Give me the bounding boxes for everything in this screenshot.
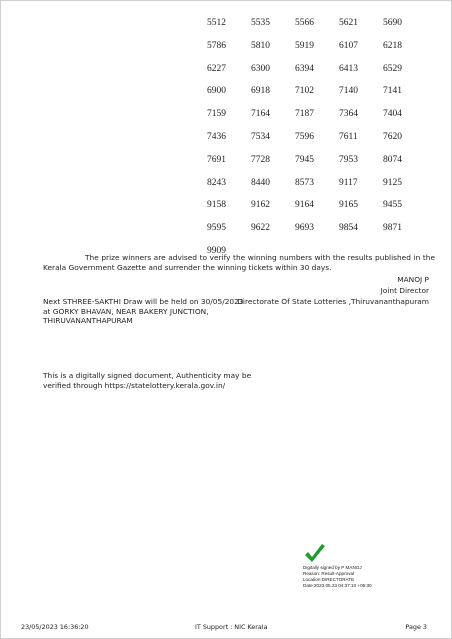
signature-reason: Reason: Result-Approval <box>303 571 355 576</box>
winning-number: 7611 <box>339 131 358 142</box>
signature-signer: Digitally signed by P MANOJ <box>303 565 362 570</box>
prize-notice: The prize winners are advised to verify the winning numbers with the results published in the Kerala Government Gazette and surrender the winning tickets within 30 days. <box>43 253 435 273</box>
winning-number: 5566 <box>295 18 314 28</box>
winning-number: 5535 <box>251 18 270 28</box>
winning-number: 9125 <box>383 177 402 188</box>
winning-numbers-grid <box>207 15 439 266</box>
winning-number: 7436 <box>207 131 226 142</box>
winning-number: 5621 <box>339 18 358 28</box>
winning-number: 6218 <box>383 40 402 51</box>
winning-number: 6900 <box>207 86 226 97</box>
winning-number: 6300 <box>251 63 270 74</box>
winning-number: 6413 <box>339 63 358 74</box>
winning-number: 9693 <box>295 223 314 234</box>
footer-timestamp: 23/05/2023 16:36:20 <box>21 623 89 631</box>
winning-number: 6227 <box>207 63 226 74</box>
winning-number: 8243 <box>207 177 226 188</box>
winning-number: 9455 <box>383 200 402 211</box>
check-icon <box>303 543 327 565</box>
winning-number: 9871 <box>383 223 402 234</box>
winning-number: 5810 <box>251 40 270 51</box>
winning-number: 8440 <box>251 177 270 188</box>
winning-number: 7159 <box>207 109 226 120</box>
winning-number: 9622 <box>251 223 270 234</box>
signatory-name: MANOJ P <box>397 275 429 284</box>
next-draw-info <box>43 297 253 326</box>
winning-number: 7187 <box>295 109 314 120</box>
winning-number: 8074 <box>383 154 402 165</box>
footer-page-number: Page 3 <box>405 623 427 631</box>
winning-number: 7953 <box>339 154 358 165</box>
winning-number: 9117 <box>339 177 358 188</box>
signature-location: Location:DIRECTORATE <box>303 577 355 582</box>
winning-number: 6107 <box>339 40 358 51</box>
page-footer <box>1 621 452 633</box>
next-draw-venue: at GORKY BHAVAN, NEAR BAKERY JUNCTION, <box>43 306 209 316</box>
footer-support: IT Support : NIC Kerala <box>195 623 268 631</box>
winning-number: 9595 <box>207 223 226 234</box>
winning-number: 7164 <box>251 109 270 120</box>
signature-date: Date:2023.05.23 04:37:10 +05:30 <box>303 583 372 588</box>
winning-number: 9165 <box>339 200 358 211</box>
winning-number: 5919 <box>295 40 314 51</box>
winning-number: 6394 <box>295 63 314 74</box>
winning-number: 9854 <box>339 223 358 234</box>
winning-number: 6529 <box>383 63 402 74</box>
winning-number: 9158 <box>207 200 226 211</box>
winning-number: 9162 <box>251 200 270 211</box>
winning-number: 7364 <box>339 109 358 120</box>
winning-number: 5786 <box>207 40 226 51</box>
winning-number: 5690 <box>383 18 402 28</box>
next-draw-city: THIRUVANANTHAPURAM <box>43 316 133 326</box>
winning-number: 9909 <box>207 245 226 256</box>
winning-number: 9164 <box>295 200 314 211</box>
signature-details <box>303 565 423 589</box>
winning-number: 7596 <box>295 131 314 142</box>
winning-number: 7141 <box>383 86 402 97</box>
winning-number: 7691 <box>207 154 226 165</box>
signatory-title: Joint Director <box>380 286 429 295</box>
signatory-department: Directorate Of State Lotteries ,Thiruvananthapuram <box>237 297 429 306</box>
winning-number: 7620 <box>383 131 402 142</box>
digital-signature-note: This is a digitally signed document, Authenticity may be verified through https://statelottery.kerala.gov.in/ <box>43 371 252 391</box>
winning-number: 7728 <box>251 154 270 165</box>
winning-number: 7140 <box>339 86 358 97</box>
winning-number: 5512 <box>207 18 226 28</box>
winning-number: 6918 <box>251 86 270 97</box>
winning-number: 7945 <box>295 154 314 165</box>
winning-number: 8573 <box>295 177 314 188</box>
winning-number: 7102 <box>295 86 314 97</box>
winning-number: 7404 <box>383 109 402 120</box>
winning-number: 7534 <box>251 131 270 142</box>
next-draw-line: Next STHREE-SAKTHI Draw will be held on 30/05/2023 <box>43 297 244 306</box>
